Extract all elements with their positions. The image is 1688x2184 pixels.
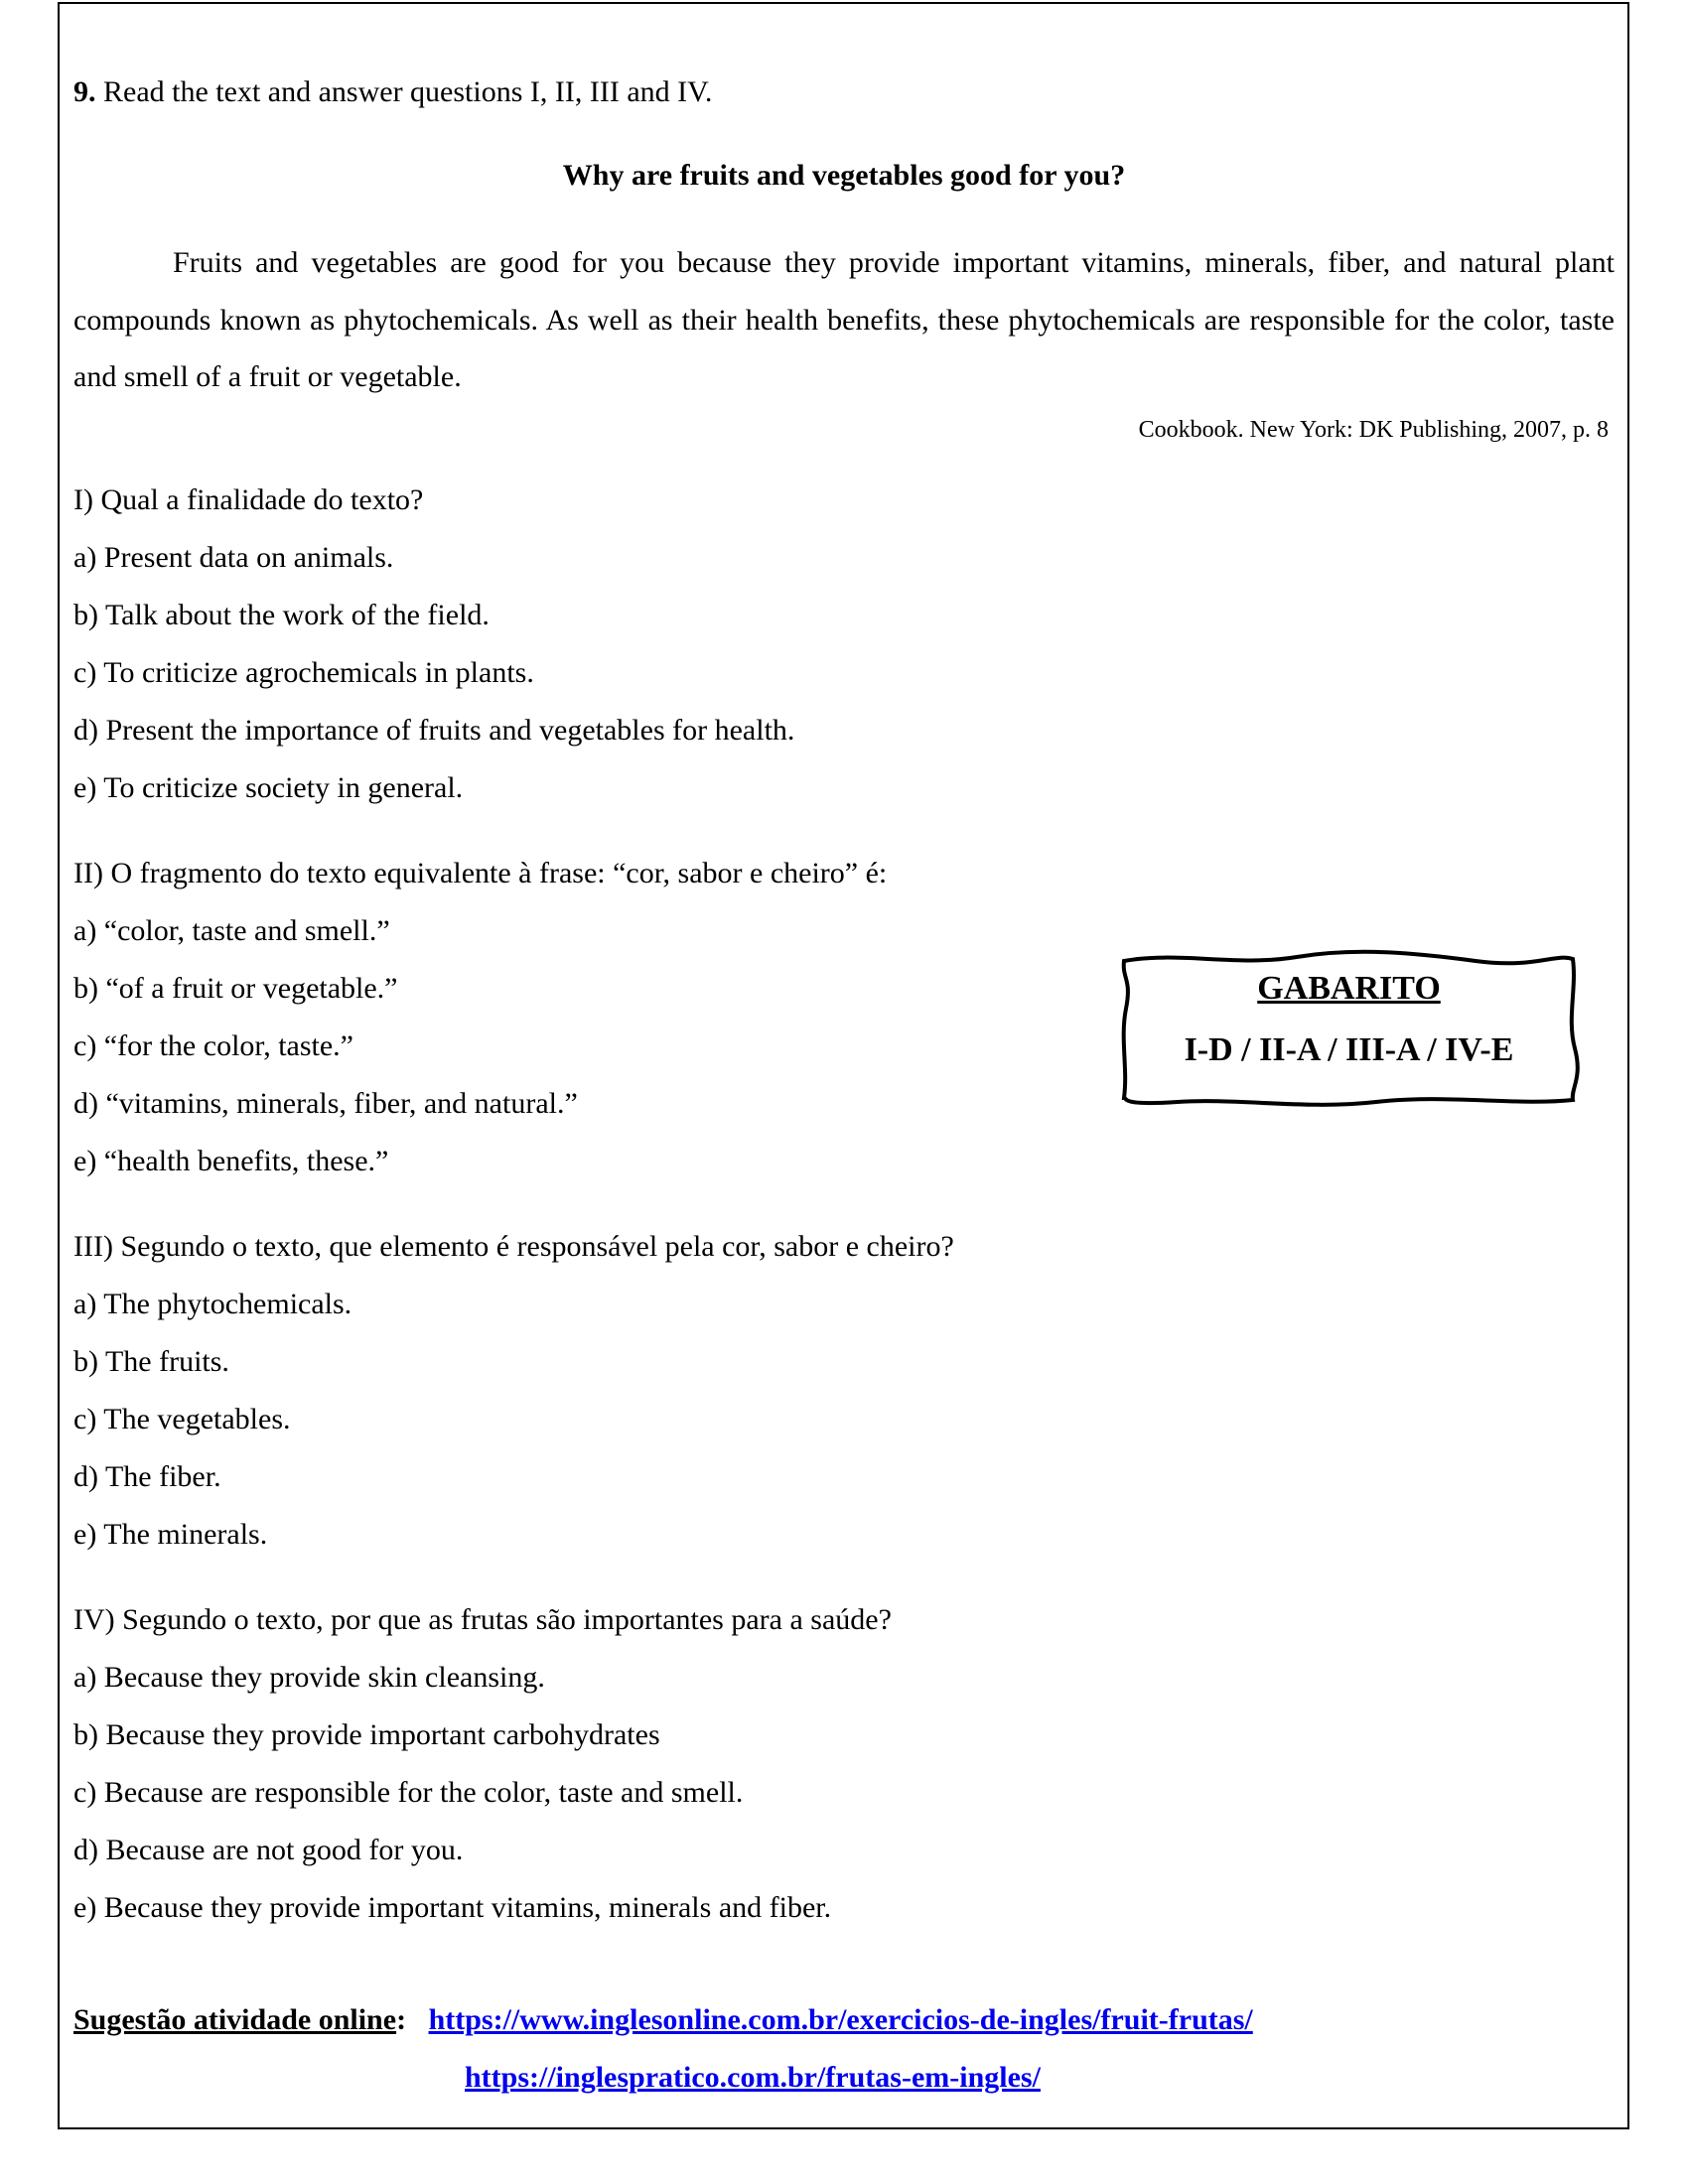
reading-paragraph: Fruits and vegetables are good for you because they provide important vitamins, minerals, fiber, and natural plant compounds known as phytochemicals. As well as their health benefits, these phytochemicals are responsible for the color, taste and smell of a fruit or vegetable.: [73, 246, 1615, 393]
question-4-option-c: c) Because are responsible for the color, taste and smell.: [73, 1776, 744, 1809]
instruction-text: Read the text and answer questions I, II, III and IV.: [103, 75, 713, 108]
question-3-option-e: e) The minerals.: [73, 1518, 268, 1551]
suggestion-colon: :: [396, 2003, 407, 2036]
question-3-option-b: b) The fruits.: [73, 1345, 229, 1378]
question-1-option-a: a) Present data on animals.: [73, 541, 394, 574]
question-3-option-a: a) The phytochemicals.: [73, 1288, 352, 1320]
question-2-option-c: c) “for the color, taste.”: [73, 1029, 353, 1062]
question-3-prompt: III) Segundo o texto, que elemento é responsável pela cor, sabor e cheiro?: [73, 1230, 954, 1263]
suggestion-link-inglesonline[interactable]: https://www.inglesonline.com.br/exercicios-de-ingles/fruit-frutas/: [428, 2003, 1253, 2036]
question-4-option-b: b) Because they provide important carbohydrates: [73, 1718, 660, 1751]
answer-key-title: GABARITO: [1257, 970, 1441, 1007]
answer-key-box: [1118, 949, 1580, 1108]
answer-key-answers: I-D / II-A / III-A / IV-E: [1184, 1031, 1514, 1068]
question-number: 9.: [73, 75, 96, 108]
instruction-line: [73, 74, 712, 110]
question-2-prompt: II) O fragmento do texto equivalente à frase: “cor, sabor e cheiro” é:: [73, 857, 888, 889]
question-2-option-d: d) “vitamins, minerals, fiber, and natural.”: [73, 1087, 578, 1120]
question-3-option-c: c) The vegetables.: [73, 1403, 291, 1435]
question-1-option-d: d) Present the importance of fruits and vegetables for health.: [73, 714, 795, 747]
question-2-option-e: e) “health benefits, these.”: [73, 1145, 389, 1177]
question-1-option-c: c) To criticize agrochemicals in plants.: [73, 656, 534, 689]
source-citation: Cookbook. New York: DK Publishing, 2007, p. 8: [1138, 417, 1609, 443]
question-2-option-a: a) “color, taste and smell.”: [73, 914, 390, 947]
question-3-option-d: d) The fiber.: [73, 1460, 221, 1493]
reading-title: Why are fruits and vegetables good for you?: [562, 159, 1126, 192]
suggestion-line-2: [465, 2060, 1041, 2096]
question-4-prompt: IV) Segundo o texto, por que as frutas são importantes para a saúde?: [73, 1603, 892, 1636]
question-2-option-b: b) “of a fruit or vegetable.”: [73, 972, 398, 1005]
suggestion-line: [73, 2002, 1253, 2038]
question-1-option-b: b) Talk about the work of the field.: [73, 599, 490, 631]
suggestion-label: Sugestão atividade online: [73, 2003, 397, 2036]
question-1-option-e: e) To criticize society in general.: [73, 771, 464, 804]
question-4-option-e: e) Because they provide important vitamins, minerals and fiber.: [73, 1891, 832, 1924]
question-4-option-a: a) Because they provide skin cleansing.: [73, 1661, 545, 1694]
suggestion-link-inglespratico[interactable]: https://inglespratico.com.br/frutas-em-ingles/: [465, 2061, 1041, 2094]
question-1-prompt: I) Qual a finalidade do texto?: [73, 483, 424, 516]
question-4-option-d: d) Because are not good for you.: [73, 1834, 464, 1866]
